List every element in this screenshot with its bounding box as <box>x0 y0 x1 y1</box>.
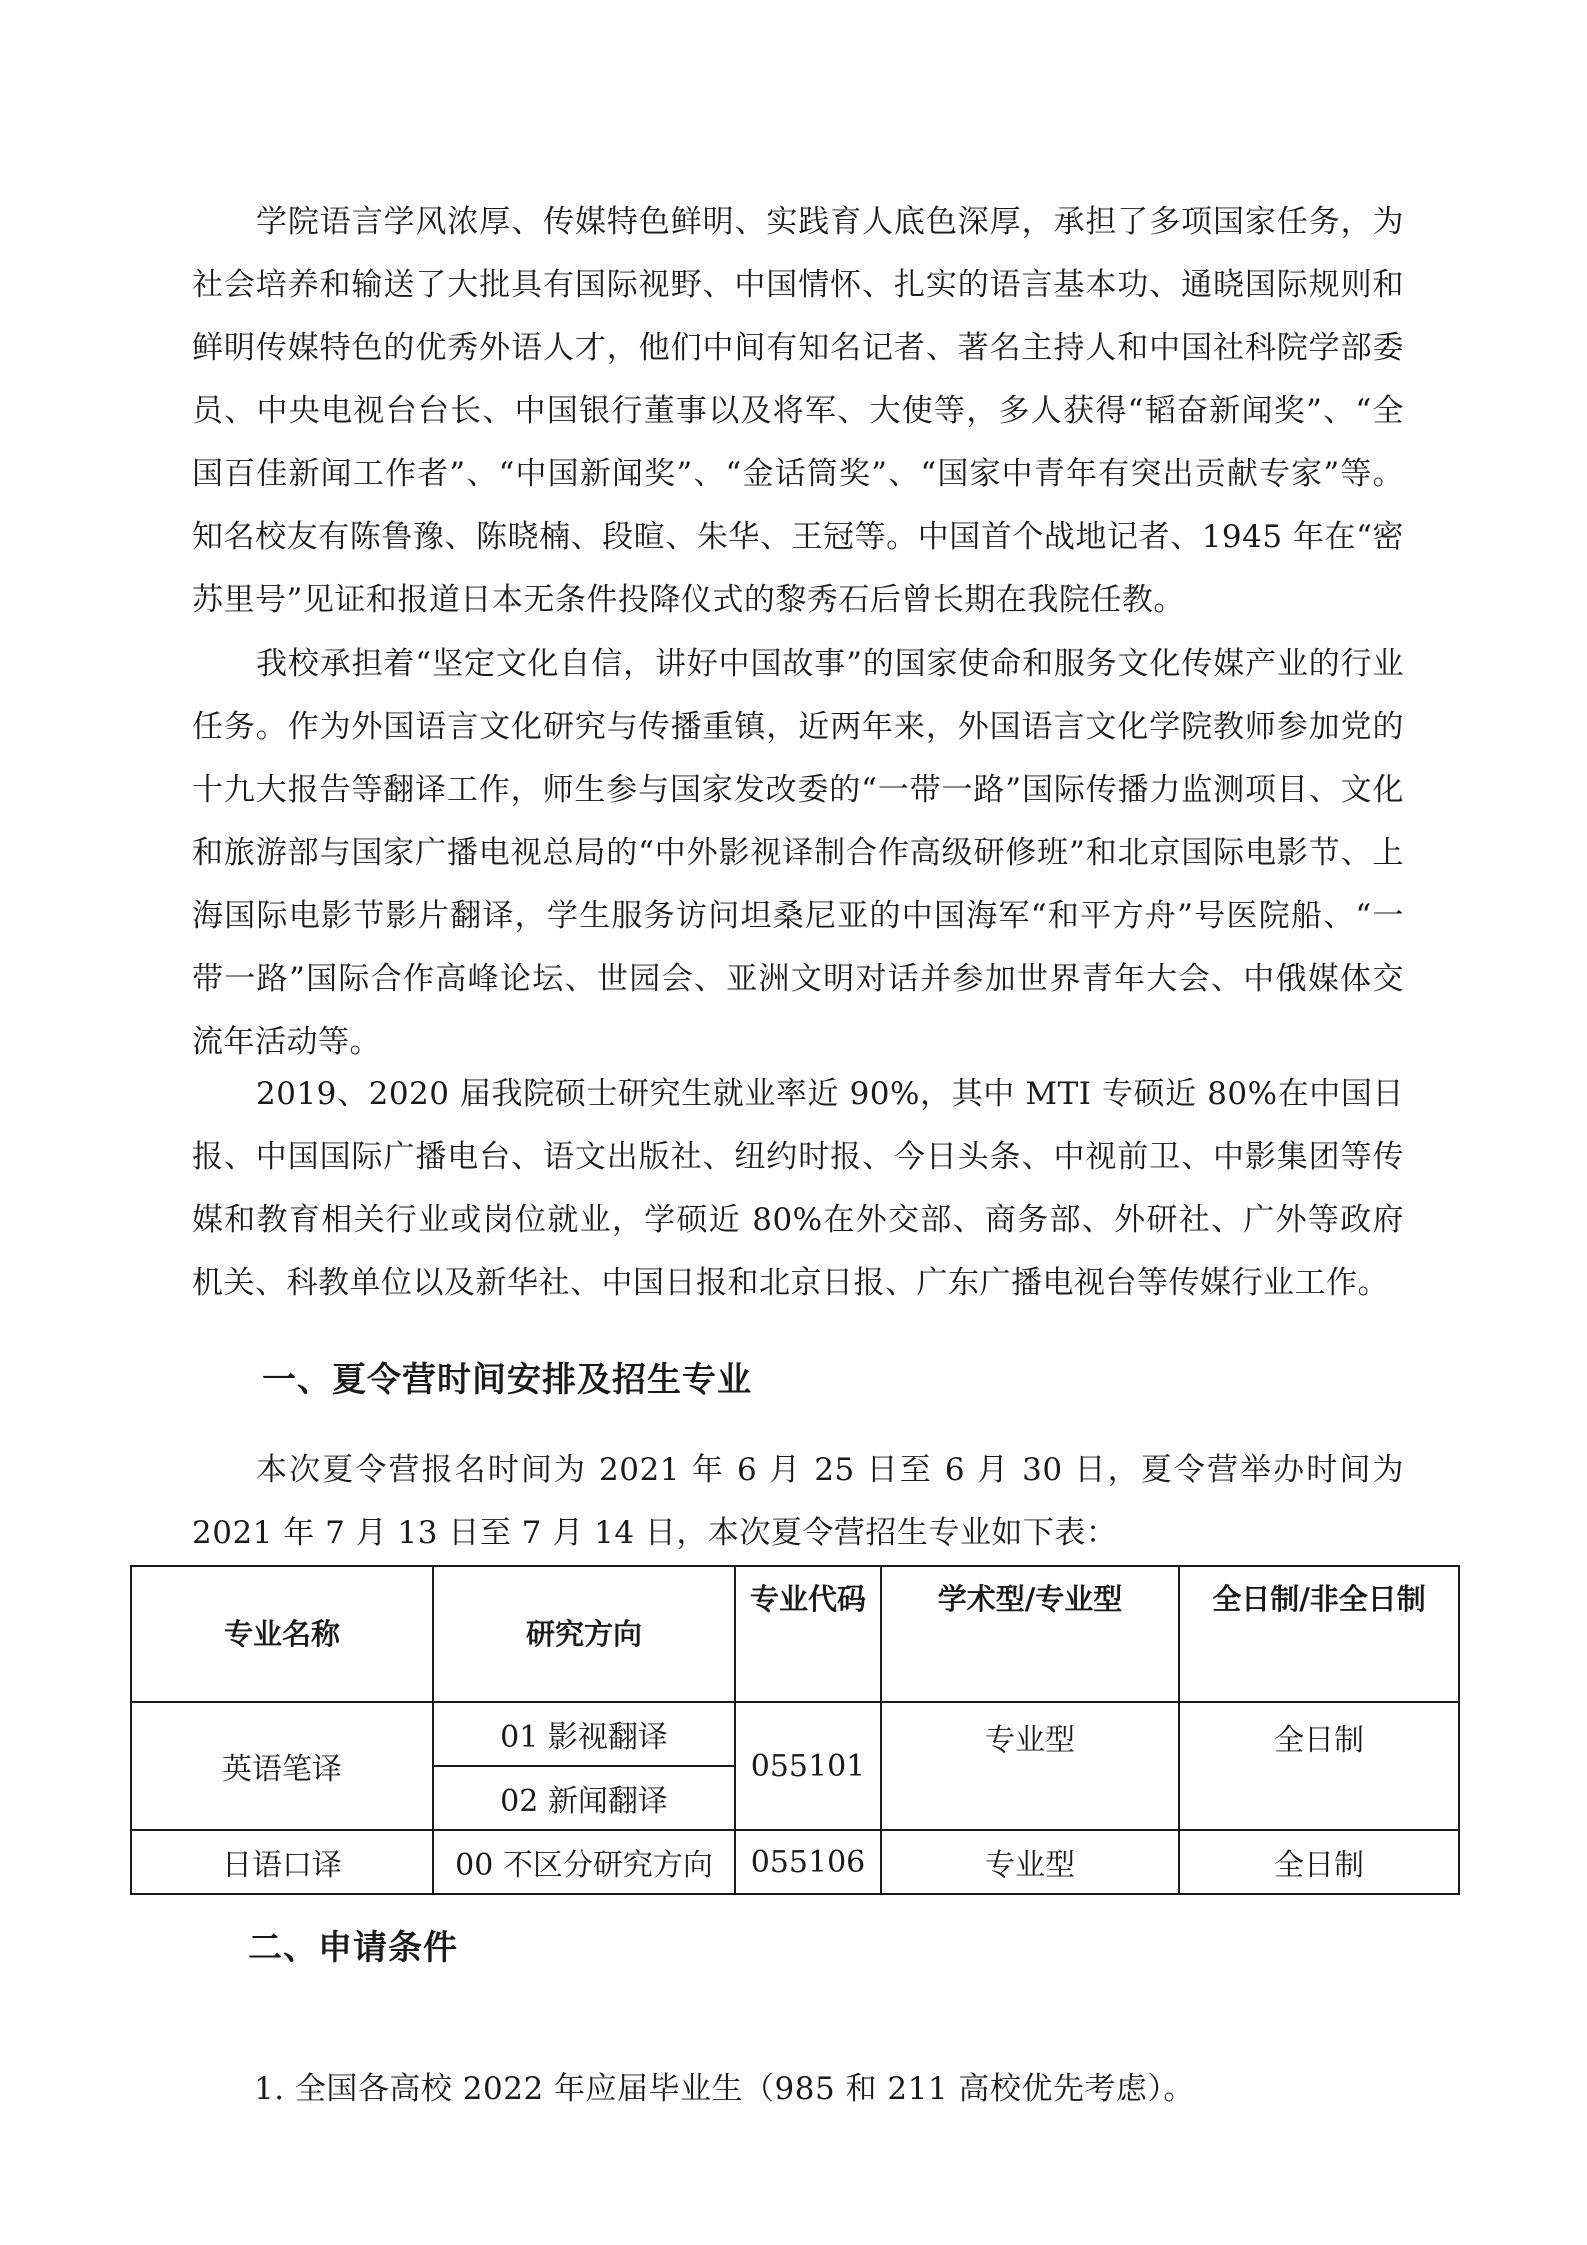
majors-table <box>130 1565 1460 1895</box>
cell-direction: 00 不区分研究方向 <box>433 1830 735 1894</box>
intro-paragraph-college: 学院语言学风浓厚、传媒特色鲜明、实践育人底色深厚，承担了多项国家任务，为社会培养和输送了大批具有国际视野、中国情怀、扎实的语言基本功、通晓国际规则和鲜明传媒特色的优秀外语人才，他们中间有知名记者、著名主持人和中国社科院学部委员、中央电视台台长、中国银行董事以及将军、大使等，多人获得“韬奋新闻奖”、“全国百佳新闻工作者”、“中国新闻奖”、“金话筒奖”、“国家中青年有突出贡献专家”等。知名校友有陈鲁豫、陈晓楠、段暄、朱华、王冠等。中国首个战地记者、1945 年在“密苏里号”见证和报道日本无条件投降仪式的黎秀石后曾长期在我院任教。 <box>192 204 1404 618</box>
header-major: 专业名称 <box>131 1566 433 1702</box>
header-direction: 研究方向 <box>433 1566 735 1702</box>
table-row <box>131 1702 1459 1766</box>
section-heading-conditions: 二、申请条件 <box>248 1928 458 1968</box>
cell-mode: 全日制 <box>1179 1702 1459 1830</box>
cell-code: 055101 <box>735 1702 881 1830</box>
cell-major: 日语口译 <box>131 1830 433 1894</box>
table-header-row <box>131 1566 1459 1702</box>
intro-paragraph-mission: 我校承担着“坚定文化自信，讲好中国故事”的国家使命和服务文化传媒产业的行业任务。作为外国语言文化研究与传播重镇，近两年来，外国语言文化学院教师参加党的十九大报告等翻译工作，师生参与国家发改委的“一带一路”国际传播力监测项目、文化和旅游部与国家广播电视总局的“中外影视译制合作高级研修班”和北京国际电影节、上海国际电影节影片翻译，学生服务访问坦桑尼亚的中国海军“和平方舟”号医院船、“一带一路”国际合作高峰论坛、世园会、亚洲文明对话并参加世界青年大会、中俄媒体交流年活动等。 <box>192 646 1404 1060</box>
section-heading-schedule: 一、夏令营时间安排及招生专业 <box>262 1360 752 1400</box>
cell-type: 专业型 <box>881 1702 1179 1830</box>
header-type: 学术型/专业型 <box>881 1566 1179 1702</box>
cell-major: 英语笔译 <box>131 1702 433 1830</box>
header-code: 专业代码 <box>735 1566 881 1702</box>
schedule-paragraph: 本次夏令营报名时间为 2021 年 6 月 25 日至 6 月 30 日，夏令营举办时间为 2021 年 7 月 13 日至 7 月 14 日，本次夏令营招生专业如下表： <box>192 1452 1404 1551</box>
table-row <box>131 1830 1459 1894</box>
cell-direction: 01 影视翻译 <box>433 1702 735 1766</box>
cell-direction: 02 新闻翻译 <box>433 1766 735 1830</box>
cell-mode: 全日制 <box>1179 1830 1459 1894</box>
intro-paragraph-employment: 2019、2020 届我院硕士研究生就业率近 90%，其中 MTI 专硕近 80%在中国日报、中国国际广播电台、语文出版社、纽约时报、今日头条、中视前卫、中影集团等传媒和教育相关行业或岗位就业，学硕近 80%在外交部、商务部、外研社、广外等政府机关、科教单位以及新华社、中国日报和北京日报、广东广播电视台等传媒行业工作。 <box>192 1076 1404 1301</box>
cell-type: 专业型 <box>881 1830 1179 1894</box>
cell-code: 055106 <box>735 1830 881 1894</box>
header-mode: 全日制/非全日制 <box>1179 1566 1459 1702</box>
condition-item: 1. 全国各高校 2022 年应届毕业生（985 和 211 高校优先考虑）。 <box>254 2071 1195 2107</box>
